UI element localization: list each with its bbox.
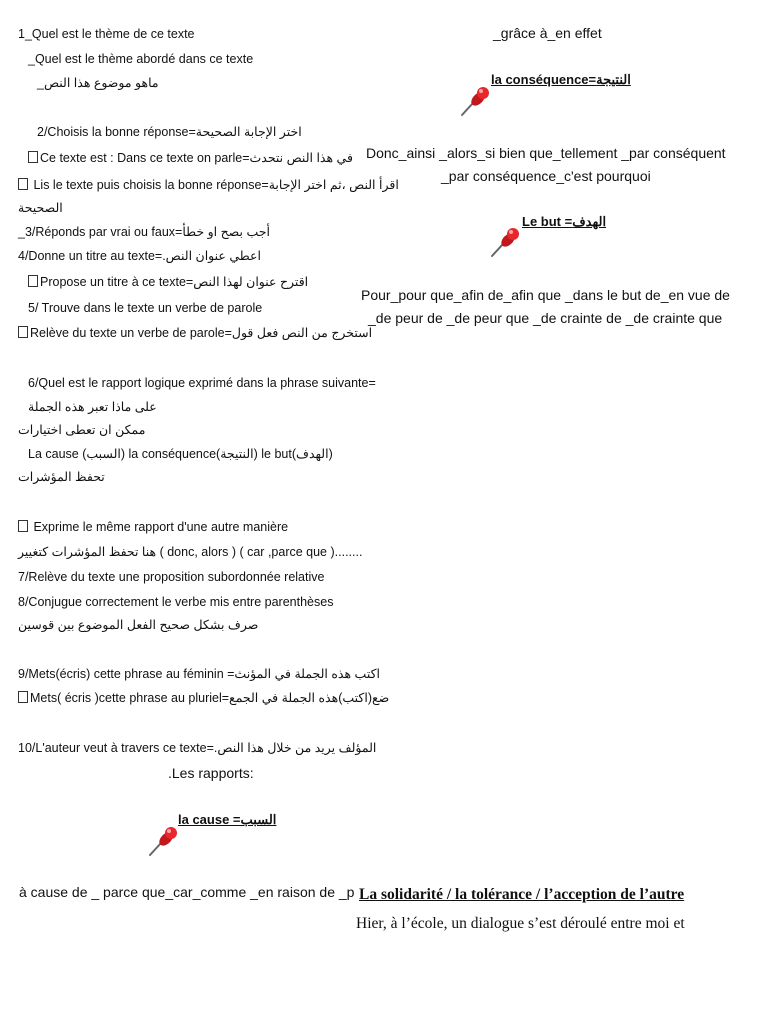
q8-line: 8/Conjugue correctement le verbe mis entre parenthèses bbox=[18, 595, 334, 609]
q10-line bbox=[18, 740, 376, 756]
rapports-title: .Les rapports: bbox=[168, 765, 254, 781]
q6-choices: La cause (السبب) la conséquence(النتيجة) le but(الهدف) bbox=[28, 447, 333, 461]
q2c-fr: Lis le texte puis choisis la bonne réponse= bbox=[30, 178, 269, 192]
q2b-ar: في هذا النص نتحدث bbox=[249, 151, 353, 165]
cause-heading: la cause =السبب bbox=[178, 812, 277, 827]
q9-line bbox=[18, 666, 380, 682]
q4-line bbox=[18, 248, 261, 264]
consequence-line-2: _par conséquence_c'est pourquoi bbox=[441, 168, 651, 184]
q6-arabic-3: تحفظ المؤشرات bbox=[18, 470, 105, 484]
q10-fr: 10/L'auteur veut à travers ce texte= bbox=[18, 741, 214, 755]
q3-line bbox=[18, 224, 270, 240]
q10-ar: المؤلف يريد من خلال هذا النص. bbox=[213, 741, 377, 755]
q9b-fr: Mets( écris )cette phrase au pluriel= bbox=[30, 691, 230, 705]
q2b-line bbox=[28, 150, 353, 166]
checkbox-icon bbox=[18, 691, 28, 703]
checkbox-icon bbox=[18, 520, 28, 532]
pushpin-icon bbox=[488, 225, 522, 259]
q1-line: 1_Quel est le thème de ce texte bbox=[18, 27, 195, 41]
q1-arabic: ماهو موضوع هذا النص_ bbox=[37, 76, 159, 90]
q1b-line: _Quel est le thème abordé dans ce texte bbox=[28, 52, 254, 66]
q2b-fr: Ce texte est : Dans ce texte on parle= bbox=[40, 151, 250, 165]
q4-ar: اعطي عنوان النص bbox=[165, 249, 261, 263]
q2-fr: 2/Choisis la bonne réponse= bbox=[37, 125, 196, 139]
q5b-line bbox=[18, 325, 372, 341]
q9-fr: 9/Mets(écris) cette phrase au féminin = bbox=[18, 667, 235, 681]
checkbox-icon bbox=[18, 326, 28, 338]
q5b-ar: استخرج من النص فعل قول bbox=[231, 326, 373, 340]
q9-ar: اكتب هذه الجملة في المؤنث bbox=[234, 667, 381, 681]
checkbox-icon bbox=[28, 151, 38, 163]
q8-arabic: صرف بشكل صحيح الفعل الموضوع بين قوسين bbox=[18, 618, 259, 632]
consequence-line-1: Donc_ainsi _alors_si bien que_tellement _par conséquent bbox=[366, 145, 726, 161]
q4b-line bbox=[28, 274, 308, 290]
q4b-fr: Propose un titre à ce texte= bbox=[40, 275, 194, 289]
checkbox-icon bbox=[28, 275, 38, 287]
q9b-line bbox=[18, 690, 389, 706]
text-first-line: Hier, à l’école, un dialogue s’est déroulé entre moi et bbox=[356, 915, 685, 932]
q7-line: 7/Relève du texte une proposition subordonnée relative bbox=[18, 570, 325, 584]
q5b-fr: Relève du texte un verbe de parole= bbox=[30, 326, 232, 340]
consequence-heading: la conséquence=النتيجة bbox=[491, 72, 631, 87]
but-line-1: Pour_pour que_afin de_afin que _dans le but de_en vue de bbox=[361, 287, 730, 303]
q6b-fr: Exprime le même rapport d'une autre manière bbox=[30, 520, 289, 534]
q9b-ar: ضع(اكتب)هذه الجملة في الجمع bbox=[229, 691, 390, 705]
q2-line bbox=[37, 124, 302, 140]
q3-ar: أجب بصح او خطأ bbox=[182, 225, 270, 239]
q6-arabic-2: ممكن ان تعطى اختيارات bbox=[18, 423, 146, 437]
checkbox-icon bbox=[18, 178, 28, 190]
q6-line: 6/Quel est le rapport logique exprimé dans la phrase suivante= bbox=[28, 376, 376, 390]
q4b-ar: اقترح عنوان لهذا النص bbox=[193, 275, 309, 289]
q5-line: 5/ Trouve dans le texte un verbe de parole bbox=[28, 301, 263, 315]
q2-ar: اختر الإجابة الصحيحة bbox=[195, 125, 302, 139]
q2c-line bbox=[18, 177, 399, 193]
q2c-arabic-cont: الصحيحة bbox=[18, 201, 63, 215]
q2c-ar: اقرأ النص ،ثم اختر الإجابة bbox=[268, 178, 399, 192]
q6b-line bbox=[18, 519, 288, 535]
q3-fr: _3/Réponds par vrai ou faux= bbox=[18, 225, 183, 239]
pushpin-icon bbox=[146, 824, 180, 858]
q6b-arabic: هنا تحفظ المؤشرات كتغيير ( donc, alors ) ( car ,parce que )........ bbox=[18, 545, 363, 559]
text-title: La solidarité / la tolérance / l’acception de l’autre bbox=[359, 886, 685, 903]
cause-list-cont: _grâce à_en effet bbox=[493, 25, 602, 41]
but-line-2: _de peur de _de peur que _de crainte de _de crainte que bbox=[368, 310, 723, 326]
q6-arabic: على ماذا تعبر هذه الجملة bbox=[28, 400, 157, 414]
pushpin-icon bbox=[458, 84, 492, 118]
q4-fr: 4/Donne un titre au texte=. bbox=[18, 249, 166, 263]
cause-list: à cause de _ parce que_car_comme _en raison de _p bbox=[19, 884, 355, 900]
but-heading: Le but =الهدف bbox=[522, 214, 607, 229]
